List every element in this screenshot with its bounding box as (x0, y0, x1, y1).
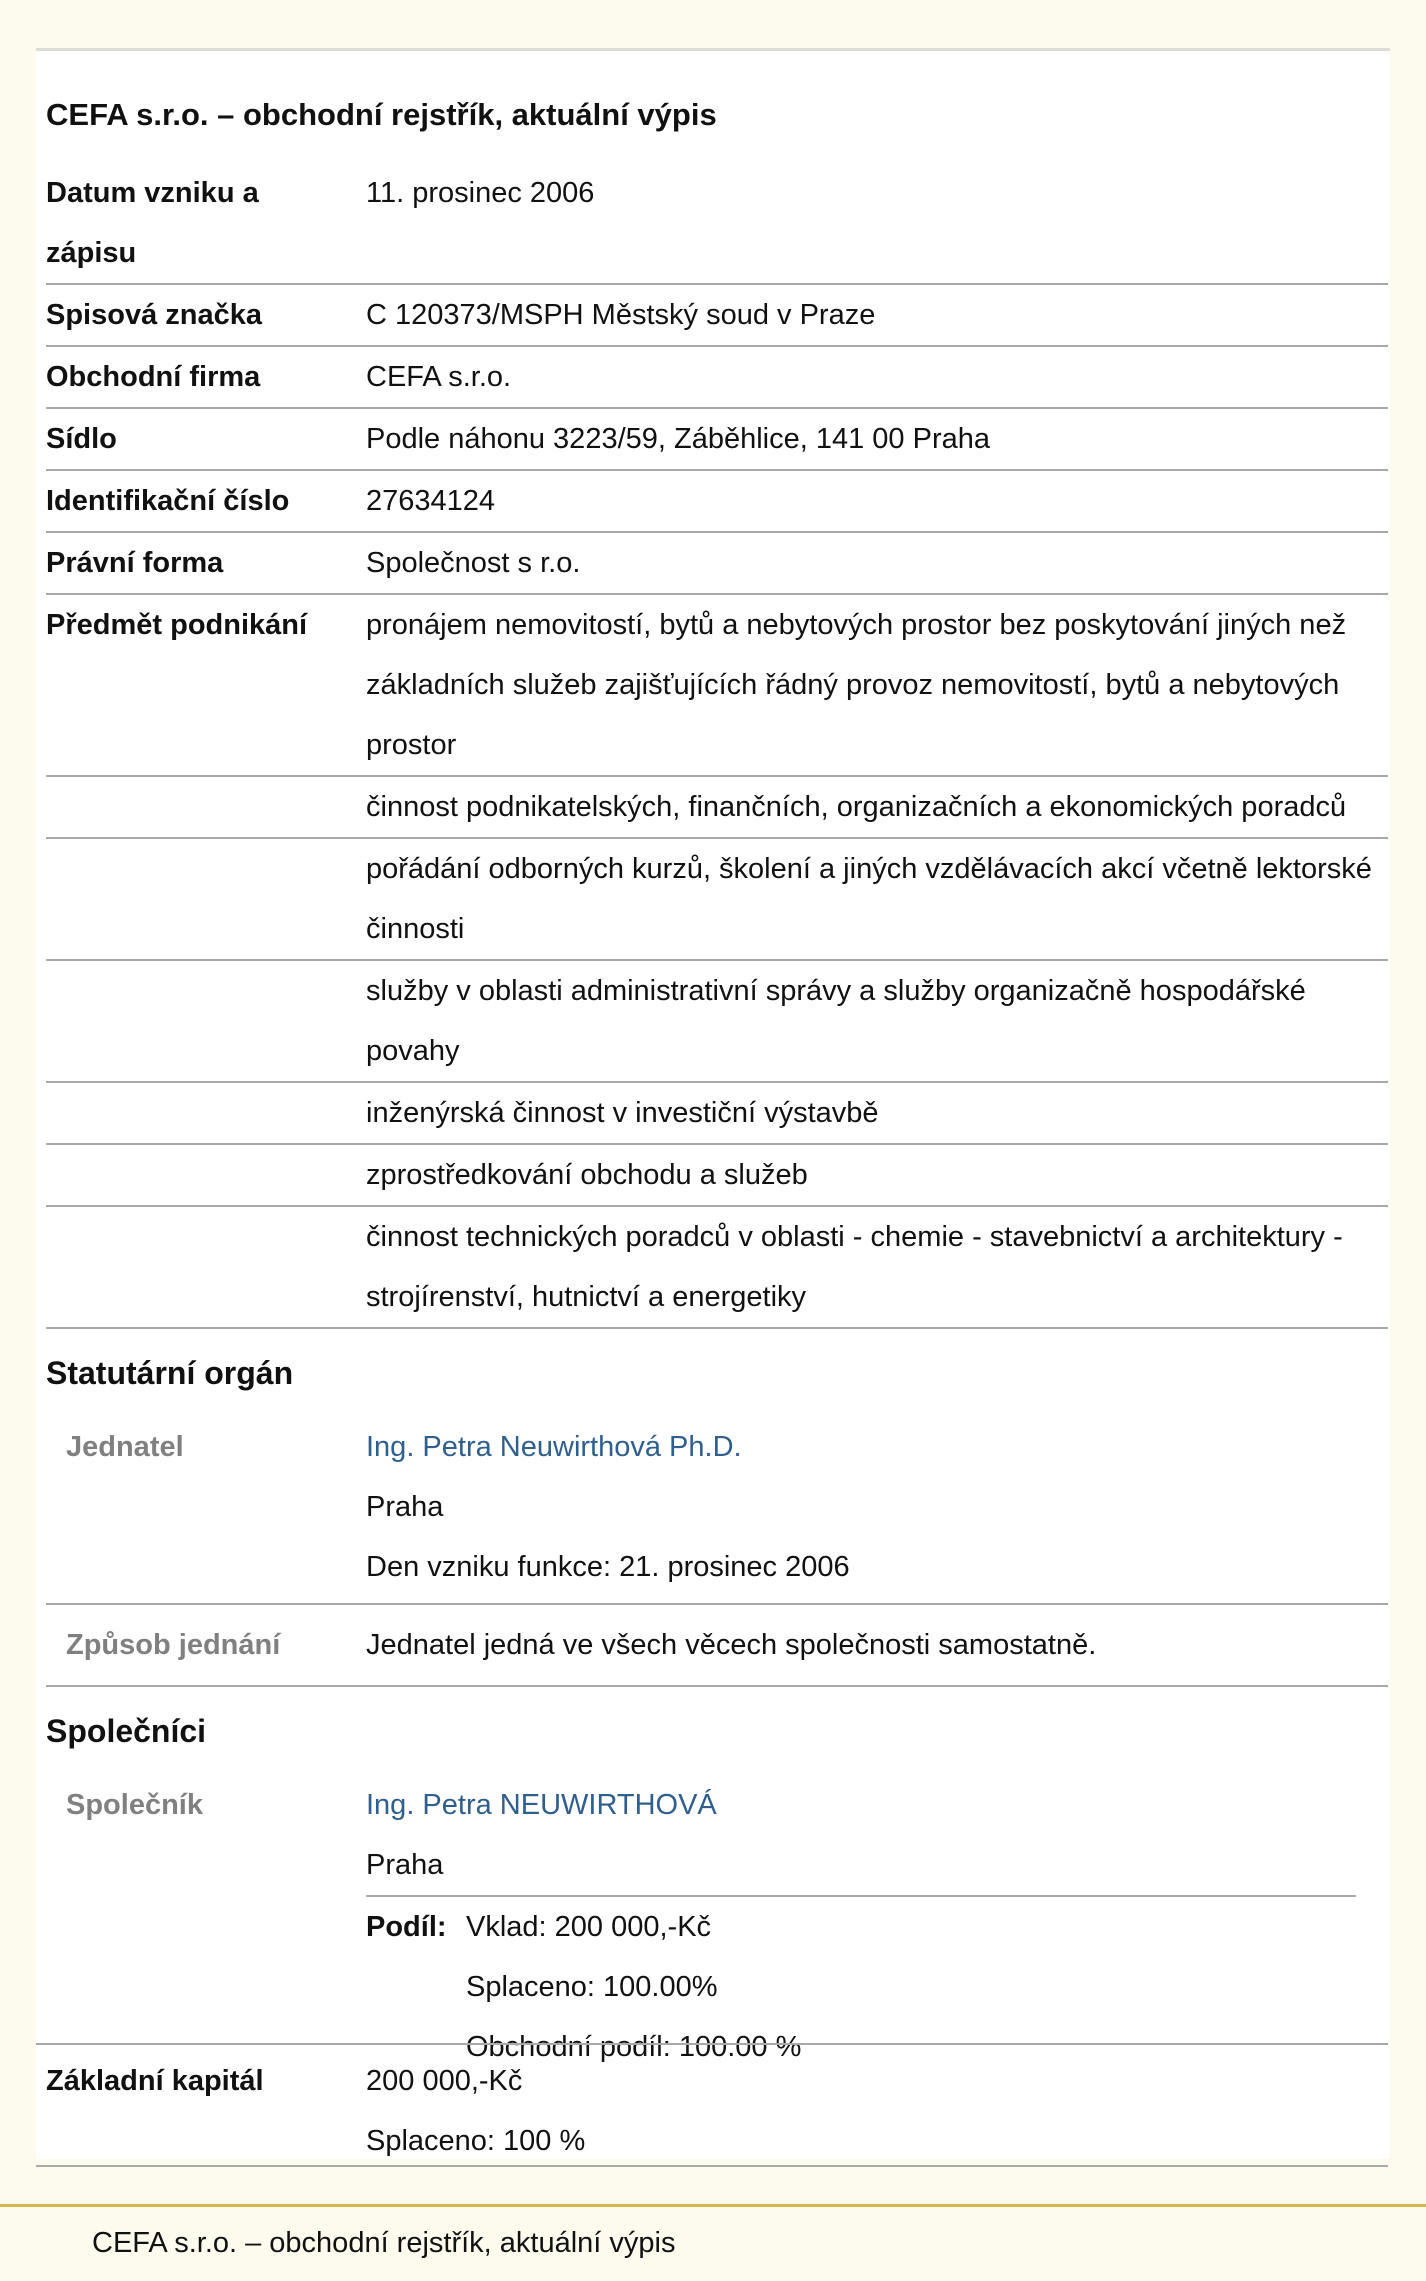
predmet-item: služby v oblasti administrativní správy a služby organizačně hospodářské povahy (366, 975, 1306, 1067)
footer (0, 2204, 1426, 2281)
row-firma (46, 347, 1388, 409)
section-statutarni (46, 1329, 1388, 1417)
row-predmet-3 (46, 961, 1388, 1083)
row-jednatel (46, 1417, 1388, 1605)
label-jednatel: Jednatel (66, 1431, 184, 1463)
value-datum: 11. prosinec 2006 (366, 177, 595, 209)
page-title: CEFA s.r.o. – obchodní rejstřík, aktuální výpis (46, 97, 717, 132)
section-spolecnici (46, 1687, 1388, 1775)
podil-block (366, 1895, 1356, 2077)
row-ico (46, 471, 1388, 533)
spolecnik-city: Praha (366, 1849, 444, 1881)
value-sidlo: Podle náhonu 3223/59, Záběhlice, 141 00 Praha (366, 423, 990, 455)
row-sidlo (46, 409, 1388, 471)
value-kapital: 200 000,-Kč (366, 2065, 523, 2097)
value-firma: CEFA s.r.o. (366, 361, 512, 393)
row-predmet-1 (46, 777, 1388, 839)
value-zpusob: Jednatel jedná ve všech věcech společnosti samostatně. (366, 1629, 1097, 1661)
predmet-item: pronájem nemovitostí, bytů a nebytových prostor bez poskytování jiných než základních služeb zajišťujících řádný provoz nemovitostí, bytů a nebytových prostor (366, 609, 1347, 761)
label-spisova: Spisová značka (46, 299, 262, 331)
predmet-item: zprostředkování obchodu a služeb (366, 1159, 808, 1191)
podil-splaceno: Splaceno: 100.00% (466, 1971, 718, 2003)
value-ico: 27634124 (366, 485, 496, 517)
row-predmet-2 (46, 839, 1388, 961)
row-predmet-5 (46, 1145, 1388, 1207)
label-sidlo: Sídlo (46, 423, 117, 455)
row-datum (46, 163, 1388, 285)
label-ico: Identifikační číslo (46, 485, 290, 517)
section-heading: Statutární orgán (46, 1355, 294, 1391)
label-forma: Právní forma (46, 547, 224, 579)
predmet-item: pořádání odborných kurzů, školení a jiných vzdělávacích akcí včetně lektorské činnosti (366, 853, 1372, 945)
divider (36, 2043, 1388, 2045)
kapital-splaceno: Splaceno: 100 % (366, 2125, 586, 2157)
register-card (36, 48, 1390, 2159)
row-spisova (46, 285, 1388, 347)
label-spolecnik: Společník (66, 1789, 203, 1821)
label-datum: Datum vzniku a zápisu (46, 177, 259, 269)
label-zpusob: Způsob jednání (66, 1629, 281, 1661)
row-spolecnik (46, 1775, 1388, 2077)
jednatel-funkce: Den vzniku funkce: 21. prosinec 2006 (366, 1551, 850, 1583)
podil-label: Podíl: (366, 1911, 447, 1943)
value-spisova: C 120373/MSPH Městský soud v Praze (366, 299, 876, 331)
row-predmet-0 (46, 595, 1388, 777)
register-table (46, 163, 1388, 2077)
row-predmet-6 (46, 1207, 1388, 1329)
row-predmet-4 (46, 1083, 1388, 1145)
label-predmet: Předmět podnikání (46, 609, 308, 641)
footer-text: CEFA s.r.o. – obchodní rejstřík, aktuální výpis (92, 2227, 676, 2259)
row-forma (46, 533, 1388, 595)
row-kapital (46, 2051, 1388, 2171)
row-zpusob (46, 1605, 1388, 1687)
predmet-item: činnost technických poradců v oblasti - chemie - stavebnictví a architektury - strojírenství, hutnictví a energetiky (366, 1221, 1343, 1313)
jednatel-city: Praha (366, 1491, 444, 1523)
spolecnik-name-link[interactable]: Ing. Petra NEUWIRTHOVÁ (366, 1789, 717, 1821)
divider (36, 2165, 1388, 2167)
label-firma: Obchodní firma (46, 361, 261, 393)
podil-vklad: Vklad: 200 000,-Kč (466, 1911, 712, 1943)
predmet-item: činnost podnikatelských, finančních, organizačních a ekonomických poradců (366, 791, 1347, 823)
value-forma: Společnost s r.o. (366, 547, 581, 579)
podil-obchodni: Obchodní podíl: 100.00 % (466, 2031, 802, 2063)
label-kapital: Základní kapitál (46, 2065, 264, 2097)
jednatel-name-link[interactable]: Ing. Petra Neuwirthová Ph.D. (366, 1431, 742, 1463)
section-heading: Společníci (46, 1713, 207, 1749)
predmet-item: inženýrská činnost v investiční výstavbě (366, 1097, 879, 1129)
